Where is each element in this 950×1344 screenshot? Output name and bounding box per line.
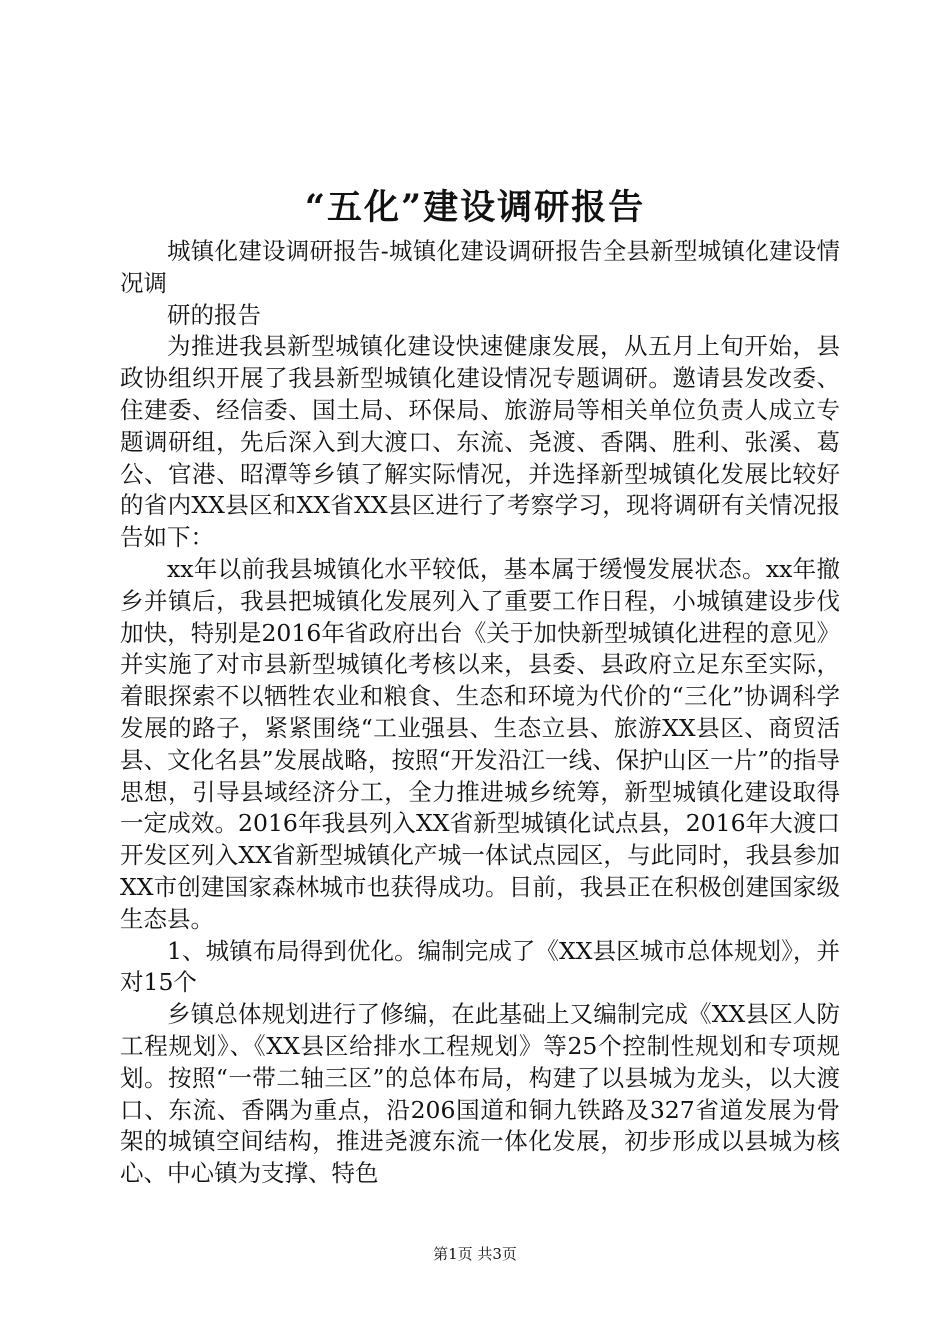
page-number: 第1页 共3页: [433, 1245, 517, 1263]
document-body: [120, 236, 840, 1190]
paragraph: 1、城镇布局得到优化。编制完成了《XX县区城市总体规划》，并对15个: [120, 936, 840, 997]
paragraph: 为推进我县新型城镇化建设快速健康发展，从五月上旬开始，县政协组织开展了我县新型城镇化建设情况专题调研。邀请县发改委、住建委、经信委、国土局、环保局、旅游局等相关单位负责人成立专题调研组，先后深入到大渡口、东流、尧渡、香隅、胜利、张溪、葛公、官港、昭潭等乡镇了解实际情况，并选择新型城镇化发展比较好的省内XX县区和XX省XX县区进行了考察学习，现将调研有关情况报告如下：: [120, 332, 840, 552]
paragraph: xx年以前我县城镇化水平较低，基本属于缓慢发展状态。xx年撤乡并镇后，我县把城镇化发展列入了重要工作日程，小城镇建设步伐加快，特别是2016年省政府出台《关于加快新型城镇化进程的意见》并实施了对市县新型城镇化考核以来，县委、县政府立足东至实际，着眼探索不以牺牲农业和粮食、生态和环境为代价的“三化”协调科学发展的路子，紧紧围绕“工业强县、生态立县、旅游XX县区、商贸活县、文化名县”发展战略，按照“开发沿江一线、保护山区一片”的指导思想，引导县域经济分工，全力推进城乡统筹，新型城镇化建设取得一定成效。2016年我县列入XX省新型城镇化试点县，2016年大渡口开发区列入XX省新型城镇化产城一体试点园区，与此同时，我县参加XX市创建国家森林城市也获得成功。目前，我县正在积极创建国家级生态县。: [120, 554, 840, 933]
paragraph: 乡镇总体规划进行了修编，在此基础上又编制完成《XX县区人防工程规划》、《XX县区给排水工程规划》等25个控制性规划和专项规划。按照“一带二轴三区”的总体布局，构建了以县城为龙头，以大渡口、东流、香隅为重点，沿206国道和铜九铁路及327省道发展为骨架的城镇空间结构，推进尧渡东流一体化发展，初步形成以县城为核心、中心镇为支撑、特色: [120, 1000, 840, 1188]
paragraph: 研的报告: [167, 300, 261, 329]
document-title: “五化”建设调研报告: [304, 187, 646, 228]
page-footer: [0, 1244, 950, 1264]
paragraph: 城镇化建设调研报告-城镇化建设调研报告全县新型城镇化建设情况调: [120, 237, 840, 297]
